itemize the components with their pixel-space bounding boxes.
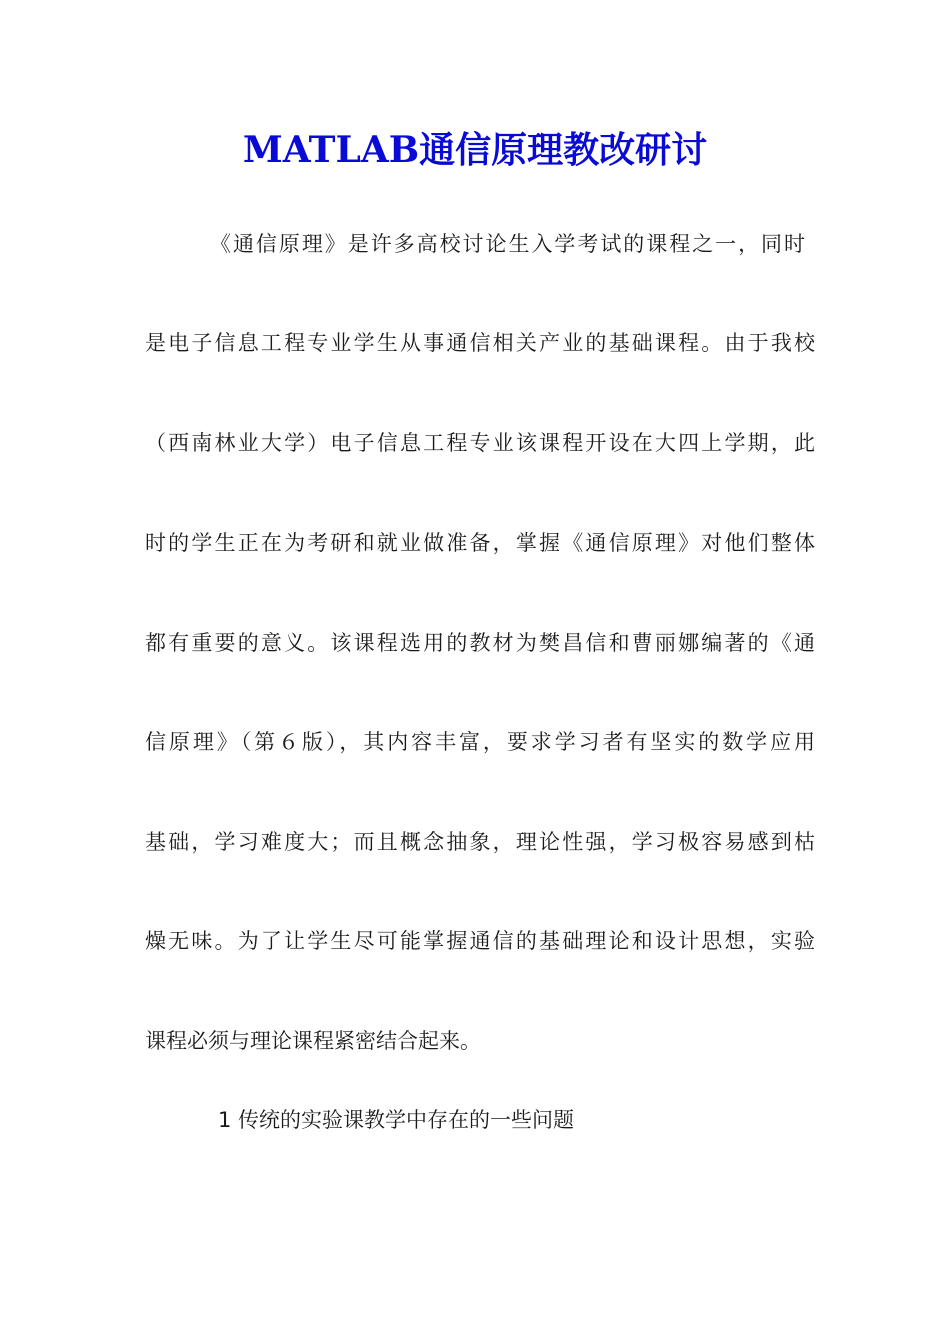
paragraph-line: 《通信原理》是许多高校讨论生入学考试的课程之一，同时 [210,232,805,256]
paragraph-line: 都有重要的意义。该课程选用的教材为樊昌信和曹丽娜编著的《通 [145,631,815,655]
paragraph-line: 信原理》（第６版），其内容丰富，要求学习者有坚实的数学应用 [145,730,815,754]
paragraph-line: 基础，学习难度大；而且概念抽象，理论性强，学习极容易感到枯 [145,830,815,854]
paragraph-line: 时的学生正在为考研和就业做准备，掌握《通信原理》对他们整体 [145,531,815,555]
paragraph-line: （西南林业大学）电子信息工程专业该课程开设在大四上学期，此 [145,431,815,455]
paragraph-line: 是电子信息工程专业学生从事通信相关产业的基础课程。由于我校 [145,331,815,355]
paragraph-line: 课程必须与理论课程紧密结合起来。 [145,1029,481,1053]
section-heading: 1 传统的实验课教学中存在的一些问题 [218,1108,575,1132]
document-title: MATLAB通信原理教改研讨 [242,129,708,171]
paragraph-line: 燥无味。为了让学生尽可能掌握通信的基础理论和设计思想，实验 [145,929,815,953]
